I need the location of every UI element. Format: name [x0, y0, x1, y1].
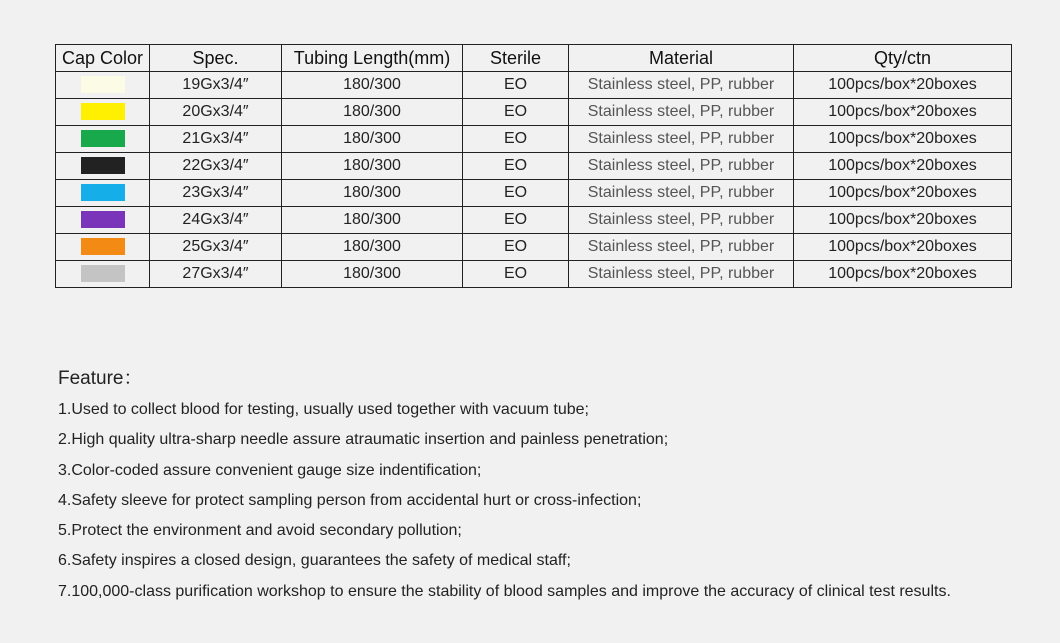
table-row: [56, 72, 1012, 99]
header-cap-color: Cap Color: [56, 45, 150, 72]
table-header-row: [56, 45, 1012, 72]
material-cell: Stainless steel, PP, rubber: [569, 261, 794, 288]
cap-color-swatch: [81, 130, 125, 147]
feature-item: 5.Protect the environment and avoid secondary pollution;: [58, 522, 462, 540]
feature-item: 6.Safety inspires a closed design, guarantees the safety of medical staff;: [58, 552, 571, 570]
cap-color-swatch: [81, 238, 125, 255]
cap-color-swatch: [81, 103, 125, 120]
material-cell: Stainless steel, PP, rubber: [569, 180, 794, 207]
table-row: [56, 126, 1012, 153]
qty-ctn-cell: 100pcs/box*20boxes: [794, 234, 1012, 261]
cap-color-swatch: [81, 76, 125, 93]
spec-cell: 20Gx3/4″: [150, 99, 282, 126]
qty-ctn-cell: 100pcs/box*20boxes: [794, 126, 1012, 153]
qty-ctn-cell: 100pcs/box*20boxes: [794, 207, 1012, 234]
header-material: Material: [569, 45, 794, 72]
sterile-cell: EO: [463, 234, 569, 261]
spec-cell: 25Gx3/4″: [150, 234, 282, 261]
sterile-cell: EO: [463, 126, 569, 153]
spec-cell: 21Gx3/4″: [150, 126, 282, 153]
header-sterile: Sterile: [463, 45, 569, 72]
feature-item: 7.100,000-class purification workshop to ensure the stability of blood samples and improve the accuracy of clinical test results.: [58, 582, 951, 600]
cap-color-swatch: [81, 265, 125, 282]
material-cell: Stainless steel, PP, rubber: [569, 207, 794, 234]
cap-color-cell: [56, 234, 150, 261]
material-cell: Stainless steel, PP, rubber: [569, 126, 794, 153]
table-row: [56, 180, 1012, 207]
tubing-length-cell: 180/300: [282, 72, 463, 99]
header-spec: Spec.: [150, 45, 282, 72]
tubing-length-cell: 180/300: [282, 99, 463, 126]
sterile-cell: EO: [463, 261, 569, 288]
cap-color-cell: [56, 180, 150, 207]
table-row: [56, 153, 1012, 180]
tubing-length-cell: 180/300: [282, 207, 463, 234]
spec-cell: 22Gx3/4″: [150, 153, 282, 180]
qty-ctn-cell: 100pcs/box*20boxes: [794, 153, 1012, 180]
qty-ctn-cell: 100pcs/box*20boxes: [794, 72, 1012, 99]
tubing-length-cell: 180/300: [282, 261, 463, 288]
spec-cell: 24Gx3/4″: [150, 207, 282, 234]
cap-color-swatch: [81, 157, 125, 174]
feature-title: Feature：: [58, 368, 143, 389]
sterile-cell: EO: [463, 153, 569, 180]
sterile-cell: EO: [463, 72, 569, 99]
feature-item: 2.High quality ultra-sharp needle assure atraumatic insertion and painless penetration;: [58, 431, 669, 449]
table-row: [56, 207, 1012, 234]
spec-cell: 19Gx3/4″: [150, 72, 282, 99]
material-cell: Stainless steel, PP, rubber: [569, 153, 794, 180]
table-row: [56, 234, 1012, 261]
tubing-length-cell: 180/300: [282, 234, 463, 261]
spec-cell: 27Gx3/4″: [150, 261, 282, 288]
sterile-cell: EO: [463, 207, 569, 234]
feature-item: 1.Used to collect blood for testing, usually used together with vacuum tube;: [58, 401, 589, 418]
cap-color-swatch: [81, 184, 125, 201]
material-cell: Stainless steel, PP, rubber: [569, 99, 794, 126]
cap-color-swatch: [81, 211, 125, 228]
sterile-cell: EO: [463, 99, 569, 126]
qty-ctn-cell: 100pcs/box*20boxes: [794, 99, 1012, 126]
table-row: [56, 99, 1012, 126]
feature-item: 4.Safety sleeve for protect sampling person from accidental hurt or cross-infection;: [58, 491, 642, 509]
material-cell: Stainless steel, PP, rubber: [569, 72, 794, 99]
feature-list: [58, 397, 951, 609]
tubing-length-cell: 180/300: [282, 153, 463, 180]
cap-color-cell: [56, 72, 150, 99]
tubing-length-cell: 180/300: [282, 126, 463, 153]
header-qty-ctn: Qty/ctn: [794, 45, 1012, 72]
qty-ctn-cell: 100pcs/box*20boxes: [794, 261, 1012, 288]
spec-table: [55, 44, 1012, 288]
spec-cell: 23Gx3/4″: [150, 180, 282, 207]
sterile-cell: EO: [463, 180, 569, 207]
cap-color-cell: [56, 207, 150, 234]
cap-color-cell: [56, 99, 150, 126]
cap-color-cell: [56, 261, 150, 288]
feature-item: 3.Color-coded assure convenient gauge size indentification;: [58, 461, 482, 479]
material-cell: Stainless steel, PP, rubber: [569, 234, 794, 261]
qty-ctn-cell: 100pcs/box*20boxes: [794, 180, 1012, 207]
header-tubing-length: Tubing Length(mm): [282, 45, 463, 72]
table-row: [56, 261, 1012, 288]
table-body: [56, 72, 1012, 288]
cap-color-cell: [56, 126, 150, 153]
tubing-length-cell: 180/300: [282, 180, 463, 207]
cap-color-cell: [56, 153, 150, 180]
